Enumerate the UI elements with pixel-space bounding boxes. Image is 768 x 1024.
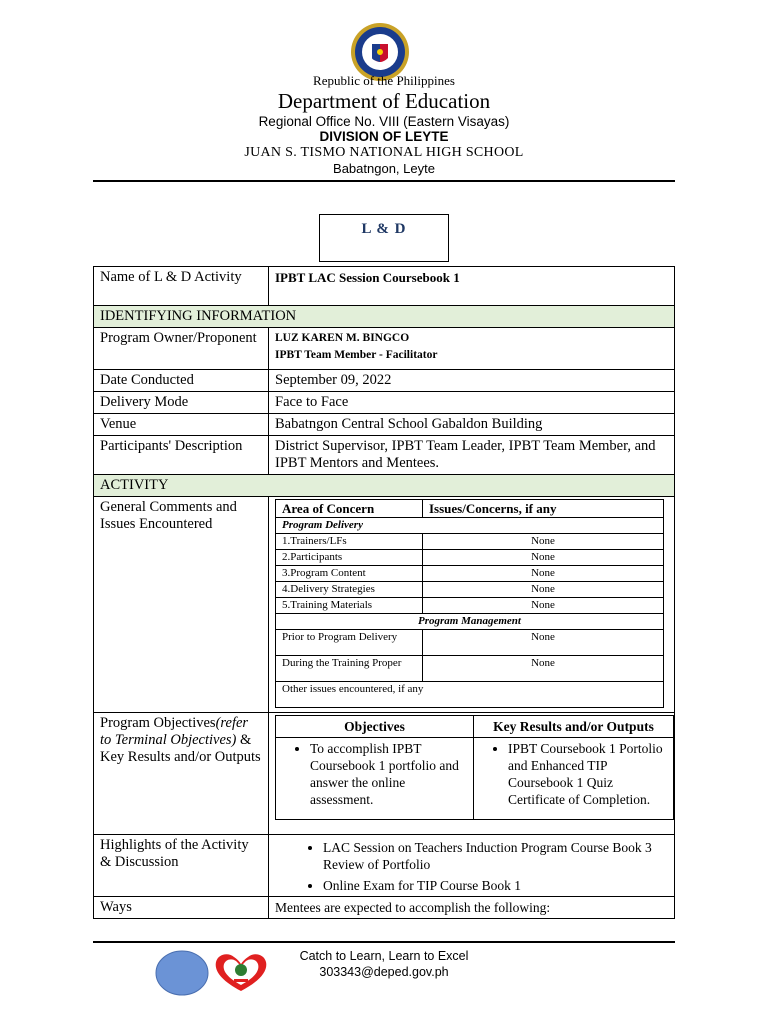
- delivery-label: Delivery Mode: [94, 392, 269, 414]
- program-management-subheader: Program Management: [276, 614, 664, 630]
- objectives-table: [275, 715, 674, 820]
- objectives-label-suffix: & Key Results and/or Outputs: [100, 732, 261, 765]
- school-location: Babatngon, Leyte: [333, 161, 435, 176]
- other-issues: Other issues encountered, if any: [276, 682, 664, 708]
- activity-name-label: Name of L & D Activity: [94, 267, 269, 306]
- objective-item: • To accomplish IPBT Coursebook 1 portfolio and answer the online assessment.: [310, 740, 467, 808]
- footer-email[interactable]: 303343@deped.gov.ph: [319, 965, 449, 979]
- objectives-col-header: Objectives: [276, 716, 474, 738]
- concern-issue: None: [423, 582, 664, 598]
- concern-row: [276, 582, 664, 598]
- venue-value: Babatngon Central School Gabaldon Building: [269, 414, 675, 436]
- highlights-label: Highlights of the Activity & Discussion: [94, 835, 269, 897]
- concern-area: 3.Program Content: [276, 566, 423, 582]
- activity-name-value: IPBT LAC Session Coursebook 1: [269, 267, 675, 306]
- issues-col-header: Issues/Concerns, if any: [423, 500, 664, 518]
- concern-issue: None: [423, 534, 664, 550]
- header-divider: [93, 180, 675, 182]
- highlight-item: • Online Exam for TIP Course Book 1: [323, 877, 668, 894]
- highlights-cell: [269, 835, 675, 897]
- objectives-label-text: Program Objectives: [100, 715, 216, 731]
- highlight-item: • LAC Session on Teachers Induction Program Course Book 3 Review of Portfolio: [323, 839, 668, 873]
- area-col-header: Area of Concern: [276, 500, 423, 518]
- ways-label: Ways: [94, 897, 269, 919]
- concern-issue: None: [423, 550, 664, 566]
- owner-label: Program Owner/Proponent: [94, 328, 269, 370]
- ld-title-box: L & D: [319, 214, 449, 262]
- concern-row: [276, 550, 664, 566]
- activity-header: ACTIVITY: [94, 475, 675, 497]
- participants-value: District Supervisor, IPBT Team Leader, IPBT Team Member, and IPBT Mentors and Mentees.: [269, 436, 675, 475]
- owner-name: LUZ KAREN M. BINGCO: [275, 332, 410, 344]
- concern-issue: None: [423, 630, 664, 656]
- concern-area: 1.Trainers/LFs: [276, 534, 423, 550]
- owner-role: IPBT Team Member - Facilitator: [275, 349, 438, 361]
- objectives-label: [94, 713, 269, 835]
- objectives-label-italic: (refer to Terminal Objectives): [100, 715, 249, 748]
- footer-motto: Catch to Learn, Learn to Excel: [299, 949, 469, 963]
- concern-area: 4.Delivery Strategies: [276, 582, 423, 598]
- participants-label: Participants' Description: [94, 436, 269, 475]
- department-title: Department of Education: [277, 89, 491, 113]
- school-name: JUAN S. TISMO NATIONAL HIGH SCHOOL: [244, 145, 524, 160]
- concern-area: During the Training Proper: [276, 656, 423, 682]
- division-text: DIVISION OF LEYTE: [319, 129, 449, 144]
- identifying-info-header: IDENTIFYING INFORMATION: [94, 306, 675, 328]
- owner-cell: [269, 328, 675, 370]
- concern-issue: None: [423, 566, 664, 582]
- comments-label: General Comments and Issues Encountered: [94, 497, 269, 713]
- delivery-value: Face to Face: [269, 392, 675, 414]
- concern-row: [276, 630, 664, 656]
- republic-text: Republic of the Philippines: [313, 73, 455, 88]
- ld-report-table: [93, 266, 675, 919]
- objectives-cell: [269, 713, 675, 835]
- result-cell: [474, 738, 674, 820]
- concern-row: [276, 656, 664, 682]
- objective-cell: [276, 738, 474, 820]
- region-text: Regional Office No. VIII (Eastern Visayas): [258, 114, 510, 129]
- concern-row: [276, 566, 664, 582]
- date-label: Date Conducted: [94, 370, 269, 392]
- concern-row: [276, 534, 664, 550]
- venue-label: Venue: [94, 414, 269, 436]
- concern-area: 5.Training Materials: [276, 598, 423, 614]
- concerns-table: [275, 499, 664, 708]
- results-col-header: Key Results and/or Outputs: [474, 716, 674, 738]
- result-item: • IPBT Coursebook 1 Portolio and Enhanced TIP Coursebook 1 Quiz Certificate of Completion.: [508, 740, 667, 808]
- footer-divider: [93, 941, 675, 943]
- concern-area: Prior to Program Delivery: [276, 630, 423, 656]
- concern-row: [276, 598, 664, 614]
- ways-value: Mentees are expected to accomplish the following:: [269, 897, 675, 919]
- program-delivery-subheader: Program Delivery: [276, 518, 664, 534]
- concern-issue: None: [423, 656, 664, 682]
- date-value: September 09, 2022: [269, 370, 675, 392]
- concern-area: 2.Participants: [276, 550, 423, 566]
- concerns-cell: [269, 497, 675, 713]
- concern-issue: None: [423, 598, 664, 614]
